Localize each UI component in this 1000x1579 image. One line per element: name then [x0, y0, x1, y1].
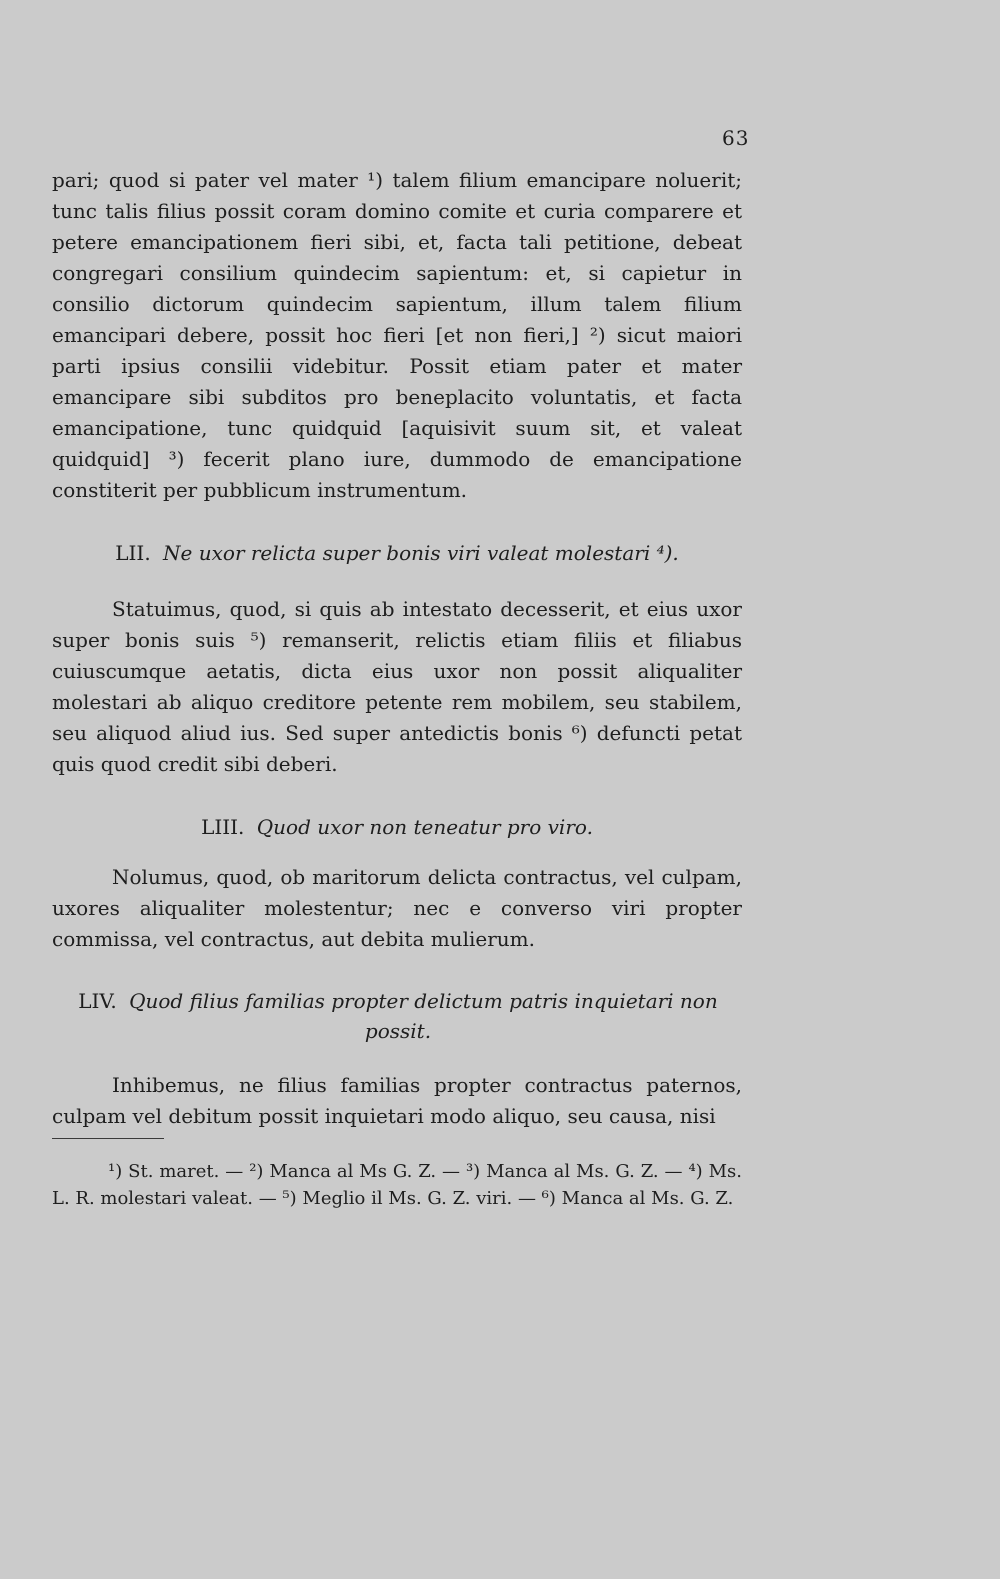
- section-number: LII.: [115, 541, 151, 565]
- section-body-lii: [52, 594, 742, 780]
- section-paragraph: Nolumus, quod, ob maritorum delicta contractus, vel culpam, uxores aliqualiter molestentur; nec e converso viri propter commissa, vel contractus, aut debita mulierum.: [52, 865, 742, 951]
- section-title: Quod uxor non teneatur pro viro.: [256, 815, 593, 839]
- footnote-text: ¹) St. maret. — ²) Manca al Ms G. Z. — ³) Manca al Ms. G. Z. — ⁴) Ms. L. R. molestari valeat. — ⁵) Meglio il Ms. G. Z. viri. — ⁶) Manca al Ms. G. Z.: [52, 1161, 742, 1209]
- opening-paragraph: pari; quod si pater vel mater ¹) talem filium emancipare noluerit; tunc talis filius possit coram domino comite et curia comparere et petere emancipationem fieri sibi, et, facta tali petitione, debeat congregari consilium quindecim sapientum: et, si capietur in consilio dictorum quindecim sapientum, illum talem filium emancipari debere, possit hoc fieri [et non fieri,] ²) sicut maiori parti ipsius consilii videbitur. Possit etiam pater et mater emancipare sibi subditos pro beneplacito voluntatis, et facta emancipatione, tunc quidquid [aquisivit suum sit, et valeat quidquid] ³) fecerit plano iure, dummodo de emancipatione constiterit per pubblicum instrumentum.: [52, 168, 742, 502]
- section-number: LIV.: [78, 989, 117, 1013]
- section-body-liv: [52, 1070, 742, 1132]
- section-body-liii: [52, 862, 742, 955]
- section-number: LIII.: [201, 815, 245, 839]
- opening-paragraph-block: [52, 165, 742, 506]
- section-heading-liv: [78, 986, 718, 1046]
- footnotes: [52, 1158, 742, 1212]
- page-number: 63: [722, 126, 750, 150]
- section-title: Quod filius familias propter delictum patris inquietari non possit.: [129, 989, 718, 1043]
- section-title: Ne uxor relicta super bonis viri valeat molestari ⁴).: [163, 541, 679, 565]
- section-paragraph: Statuimus, quod, si quis ab intestato decesserit, et eius uxor super bonis suis ⁵) remanserit, relictis etiam filiis et filiabus cuiuscumque aetatis, dicta eius uxor non possit aliqualiter molestari ab aliquo creditore petente rem mobilem, seu stabilem, seu aliquod aliud ius. Sed super antedictis bonis ⁶) defuncti petat quis quod credit sibi deberi.: [52, 597, 742, 776]
- footnote-rule: [52, 1138, 164, 1139]
- section-heading-liii: [52, 812, 742, 842]
- section-heading-lii: [52, 538, 742, 568]
- section-paragraph: Inhibemus, ne filius familias propter contractus paternos, culpam vel debitum possit inquietari modo aliquo, seu causa, nisi: [52, 1073, 742, 1128]
